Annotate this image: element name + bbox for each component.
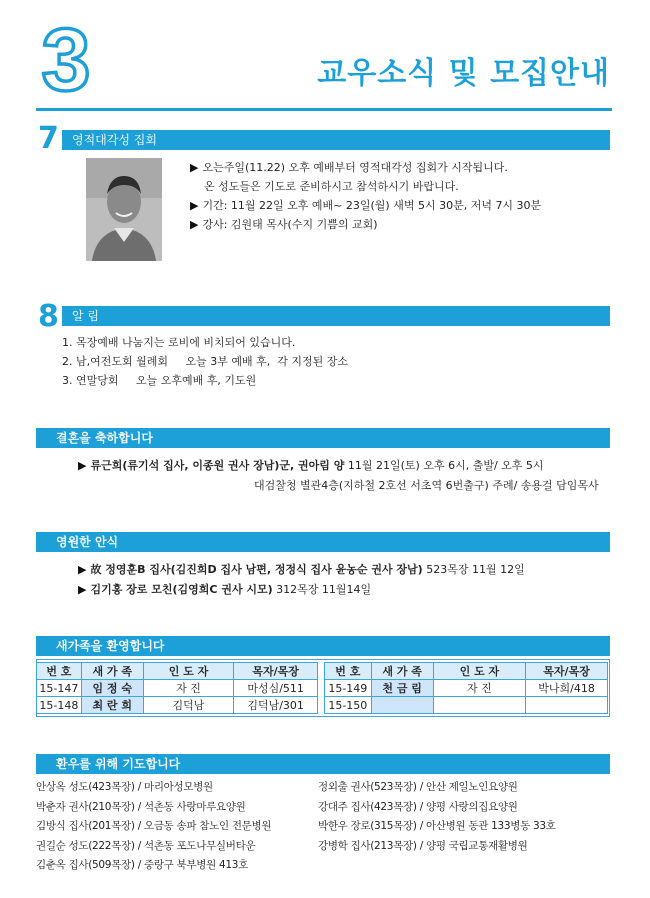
section-7-header bbox=[62, 130, 610, 150]
column-header: 번 호 bbox=[325, 663, 372, 680]
notice-item-3: 3. 연말당회 오늘 오후예배 후, 기도원 bbox=[62, 374, 257, 387]
cell-guide: 자 진 bbox=[433, 680, 526, 697]
section-8-number: 8 bbox=[38, 299, 59, 334]
list-item: 김방식 집사(201목장) / 오금동 송파 참노인 전문병원 bbox=[36, 820, 272, 832]
section-7-number: 7 bbox=[38, 121, 59, 156]
prayer-header bbox=[36, 754, 610, 774]
cell-number: 15-150 bbox=[325, 697, 372, 714]
bullet-triangle-icon: ▶ bbox=[190, 161, 199, 174]
cell-shepherd: 박나희/418 bbox=[526, 680, 608, 697]
list-item: 김춘옥 집사(509목장) / 중랑구 북부병원 413호 bbox=[36, 859, 248, 871]
column-header: 목자/목장 bbox=[526, 663, 608, 680]
newfamily-heading: 새가족을 환영합니다 bbox=[56, 639, 165, 653]
column-header: 새 가 족 bbox=[81, 663, 143, 680]
condolence-header bbox=[36, 532, 610, 552]
table-row bbox=[325, 697, 608, 714]
list-item: 안상옥 성도(423목장) / 마리아성모병원 bbox=[36, 781, 213, 793]
table-header-row bbox=[325, 663, 608, 680]
bullet-triangle-icon: ▶ bbox=[78, 563, 87, 576]
list-item: 강대주 집사(423목장) / 양평 사랑의집요양원 bbox=[318, 800, 518, 813]
wedding-line-1: ▶ 류근희(류기석 집사, 이종원 권사 장남)군, 권아림 양 11월 21일(토) 오후 6시, 출발/ 오후 5시 bbox=[78, 459, 544, 472]
bullet-triangle-icon: ▶ bbox=[78, 583, 87, 596]
bullet-triangle-icon: ▶ bbox=[190, 199, 199, 212]
revival-line-3: ▶ 기간: 11월 22일 오후 예배~ 23일(월) 새벽 5시 30분, 저녁 7시 30분 bbox=[190, 199, 542, 212]
cell-guide: 김덕남 bbox=[143, 697, 234, 714]
list-item: 박한우 장로(315목장) / 아산병원 동관 133병동 33호 bbox=[318, 820, 556, 832]
condolence-item-2: ▶ 김기홍 장로 모친(김영희C 권사 시모) 312목장 11월14일 bbox=[78, 583, 372, 596]
table-row bbox=[37, 697, 318, 714]
column-header: 새 가 족 bbox=[371, 663, 433, 680]
newfamily-header bbox=[36, 636, 610, 656]
revival-line-4: ▶ 강사: 김원태 목사(수지 기쁨의 교회) bbox=[190, 218, 378, 231]
column-header: 번 호 bbox=[37, 663, 82, 680]
list-item: 권길순 성도(222목장) / 석촌동 포도나무실버타운 bbox=[36, 839, 256, 852]
page-title: 교우소식 및 모집안내 bbox=[317, 56, 610, 91]
section-8-header bbox=[62, 306, 610, 326]
speaker-photo bbox=[86, 158, 162, 261]
wedding-heading: 결혼을 축하합니다 bbox=[56, 431, 153, 445]
prayer-right-column bbox=[318, 778, 556, 856]
title-divider bbox=[36, 108, 612, 111]
table-row bbox=[37, 680, 318, 697]
list-item: 강병학 집사(213목장) / 양평 국립교통재활병원 bbox=[318, 839, 528, 852]
notice-item-1: 1. 목장예배 나눔지는 로비에 비치되어 있습니다. bbox=[62, 336, 296, 349]
wedding-header bbox=[36, 428, 610, 448]
list-item: 정외출 권사(523목장) / 안산 제일노인요양원 bbox=[318, 781, 518, 793]
cell-newcomer: 최 란 희 bbox=[81, 697, 143, 714]
prayer-heading: 환우를 위해 기도합니다 bbox=[56, 757, 181, 771]
column-header: 인 도 자 bbox=[433, 663, 526, 680]
section-7-heading: 영적대각성 집회 bbox=[72, 133, 157, 147]
bullet-triangle-icon: ▶ bbox=[190, 218, 199, 231]
column-header: 인 도 자 bbox=[143, 663, 234, 680]
column-header: 목자/목장 bbox=[234, 663, 318, 680]
newfamily-table-left bbox=[36, 662, 318, 714]
cell-newcomer: 천 금 림 bbox=[371, 680, 433, 697]
wedding-line-2: 대검찰청 별관4층(지하철 2호선 서초역 6번출구) 주례/ 송용걸 담임목사 bbox=[254, 479, 599, 492]
cell-guide bbox=[433, 697, 526, 714]
cell-shepherd bbox=[526, 697, 608, 714]
newfamily-table-right bbox=[324, 662, 608, 714]
svg-text:3: 3 bbox=[41, 20, 91, 96]
table-header-row bbox=[37, 663, 318, 680]
revival-line-1: ▶ 오는주일(11.22) 오후 예배부터 영적대각성 집회가 시작됩니다. bbox=[190, 161, 508, 174]
notice-item-2: 2. 남,여전도회 월례회 오늘 3부 예배 후, 각 지정된 장소 bbox=[62, 355, 348, 368]
cell-shepherd: 마성심/511 bbox=[234, 680, 318, 697]
list-item: 박춘자 권사(210목장) / 석촌동 사랑마루요양원 bbox=[36, 800, 246, 813]
prayer-left-column bbox=[36, 778, 271, 876]
table-row bbox=[325, 680, 608, 697]
cell-number: 15-148 bbox=[37, 697, 82, 714]
revival-line-2: 온 성도들은 기도로 준비하시고 참석하시기 바랍니다. bbox=[204, 180, 459, 193]
section-8-heading: 알 림 bbox=[72, 309, 99, 323]
cell-number: 15-149 bbox=[325, 680, 372, 697]
cell-guide: 자 진 bbox=[143, 680, 234, 697]
cell-shepherd: 김덕남/301 bbox=[234, 697, 318, 714]
bullet-triangle-icon: ▶ bbox=[78, 459, 87, 472]
section-number-3 bbox=[36, 20, 96, 96]
condolence-heading: 영원한 안식 bbox=[56, 535, 119, 549]
cell-newcomer: 임 정 숙 bbox=[81, 680, 143, 697]
cell-newcomer bbox=[371, 697, 433, 714]
cell-number: 15-147 bbox=[37, 680, 82, 697]
condolence-item-1: ▶ 故 정영훈B 집사(김진희D 집사 남편, 정정식 집사 윤농순 권사 장남) 523목장 11월 12일 bbox=[78, 563, 525, 576]
